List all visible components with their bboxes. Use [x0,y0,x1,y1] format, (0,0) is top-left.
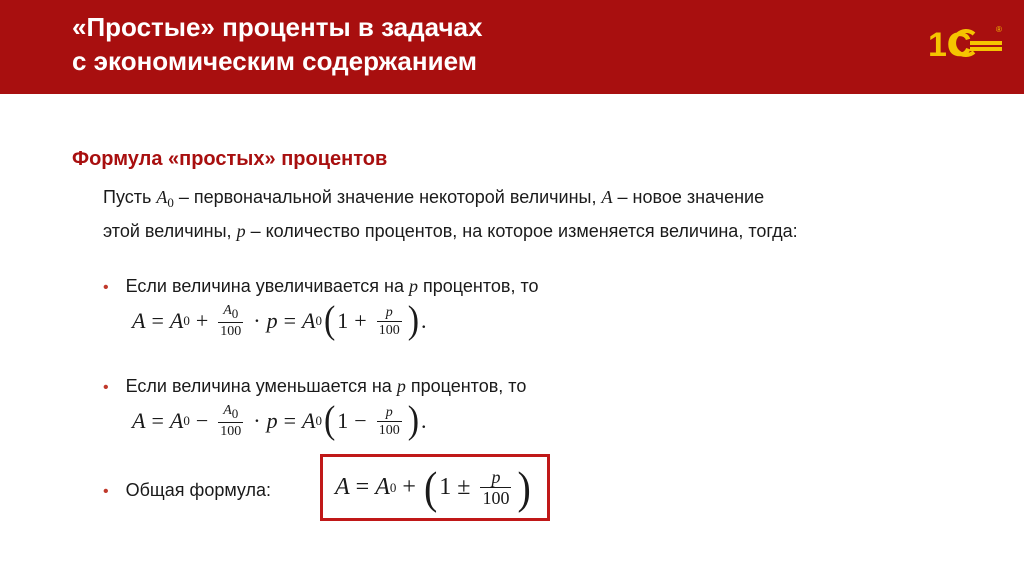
intro-word-let: Пусть [103,187,152,207]
fraction-p-100: $\frac{p}{100}$ [378,304,400,338]
bullet-increase-text-end: процентов, то [423,276,539,296]
fraction-a0-100: $\frac{A_0}{100}$ [220,403,242,439]
intro-paragraph [103,183,983,246]
bullet-marker: • [103,483,109,500]
1c-logo-icon [926,22,1006,64]
bullet-marker: • [103,279,109,296]
bullet-decrease-text-end: процентов, то [410,376,527,396]
general-formula-box: A = A 0 + ( 1 ± $\frac{p}{100}$ ) [320,454,550,521]
var-p: p [236,221,246,241]
slide-title [72,10,482,78]
header-bar [0,0,1024,94]
intro-new-value-text: – новое значение [617,187,765,207]
bullet-marker: • [103,379,109,396]
bullet-general [103,478,271,504]
bullet-increase [103,274,539,300]
bullet-general-text: Общая формула: [125,480,272,500]
intro-line-1 [103,183,983,217]
bullet-decrease-text: Если величина уменьшается на [125,376,392,396]
fraction-a0-100: $\frac{A_0}{100}$ [220,303,242,339]
fraction-p-100: $\frac{p}{100}$ [482,466,510,508]
intro-of-this-quantity: этой величины, [103,221,232,241]
intro-percent-text: – количество процентов, на которое изменяется величина, тогда: [250,221,798,241]
bullet-increase-text: Если величина увеличивается на [125,276,404,296]
formula-decrease: A = A 0 − $\frac{A_0}{100}$ · p = A 0 ( 1 − $\frac{p}{100}$ ) . [132,399,427,442]
var-a0: $A_0$ [156,187,174,210]
fraction-p-100: $\frac{p}{100}$ [378,404,400,438]
var-a: A [601,187,613,207]
intro-line-2 [103,217,983,246]
slide-title-line-2: с экономическим содержанием [72,46,477,76]
slide-title-line-1: «Простые» проценты в задачах [72,12,483,42]
intro-initial-value-text: – первоначальной значение некоторой величины, [178,187,597,207]
section-heading: Формула «простых» процентов [72,148,388,170]
formula-increase: A = A 0 + $\frac{A_0}{100}$ · p = A 0 ( 1 + $\frac{p}{100}$ ) . [132,299,427,342]
var-p: p [409,276,419,296]
var-p: p [396,376,406,396]
logo-text: 1С [928,26,972,64]
bullet-decrease [103,374,526,400]
logo-registered-mark: ® [996,25,1002,34]
